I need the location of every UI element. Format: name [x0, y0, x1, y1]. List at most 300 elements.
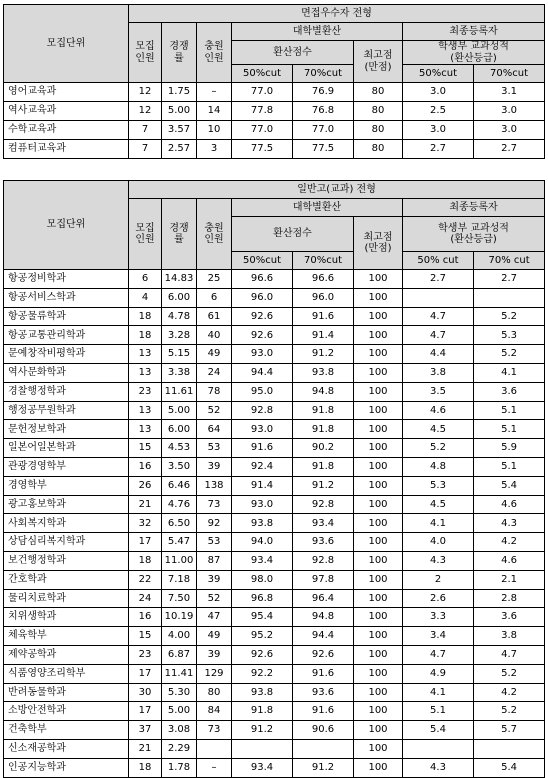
grade-cut70-cell: 5.4: [474, 476, 545, 495]
max-score-cell: 100: [354, 758, 403, 777]
score-cut70-cell: 91.6: [293, 664, 354, 683]
max-score-cell: 100: [354, 664, 403, 683]
score-cut70-cell: 91.6: [293, 307, 354, 326]
extra-cell: 53: [197, 439, 232, 458]
score-cut70-cell: 90.6: [293, 721, 354, 740]
quota-cell: 17: [129, 533, 162, 552]
table-row: [4, 739, 545, 758]
grade-cut70-cell: 3.8: [474, 627, 545, 646]
max-score-cell: 100: [354, 420, 403, 439]
competition-cell: 3.08: [162, 721, 197, 740]
max-score-cell: 100: [354, 495, 403, 514]
dept-name: 역사문화학과: [4, 363, 129, 382]
score-cut50-cell: 92.4: [232, 457, 293, 476]
dept-name: 수학교육과: [4, 121, 129, 140]
header-final-reg: 최종등록자: [403, 23, 545, 41]
extra-cell: 53: [197, 533, 232, 552]
header-quota: 모집인원: [129, 199, 162, 270]
score-cut70-cell: 96.0: [293, 288, 354, 307]
competition-cell: 4.53: [162, 439, 197, 458]
score-cut70-cell: 97.8: [293, 570, 354, 589]
table1-header: [4, 5, 545, 83]
dept-name: 항공물류학과: [4, 307, 129, 326]
grade-cut70-cell: 5.1: [474, 420, 545, 439]
quota-cell: 13: [129, 345, 162, 364]
score-cut50-cell: 96.6: [232, 270, 293, 289]
competition-cell: 2.57: [162, 140, 197, 159]
grade-cut70-cell: [474, 288, 545, 307]
quota-cell: 21: [129, 495, 162, 514]
table-row: [4, 589, 545, 608]
quota-cell: 26: [129, 476, 162, 495]
score-cut50-cell: 92.8: [232, 401, 293, 420]
table-row: [4, 683, 545, 702]
dept-name: 항공정비학과: [4, 270, 129, 289]
header-max-score: 최고점(만점): [354, 41, 403, 83]
quota-cell: 18: [129, 758, 162, 777]
dept-name: 간호학과: [4, 570, 129, 589]
competition-cell: 11.61: [162, 382, 197, 401]
table-row: [4, 382, 545, 401]
grade-cut50-cell: 4.3: [403, 551, 474, 570]
score-cut70-cell: 92.8: [293, 495, 354, 514]
table1-body: [4, 83, 545, 159]
score-cut70-cell: 77.0: [293, 121, 354, 140]
score-cut70-cell: 76.9: [293, 83, 354, 102]
grade-cut70-cell: 5.3: [474, 326, 545, 345]
competition-cell: 3.50: [162, 457, 197, 476]
dept-name: 관광경영학부: [4, 457, 129, 476]
score-cut70-cell: [293, 739, 354, 758]
score-cut70-cell: 91.4: [293, 326, 354, 345]
score-cut50-cell: 96.0: [232, 288, 293, 307]
grade-cut50-cell: 4.6: [403, 401, 474, 420]
interview-admission-table: [3, 4, 545, 159]
extra-cell: 10: [197, 121, 232, 140]
score-cut50-cell: 91.4: [232, 476, 293, 495]
competition-cell: 6.00: [162, 288, 197, 307]
max-score-cell: 100: [354, 401, 403, 420]
max-score-cell: 100: [354, 589, 403, 608]
header-quota: 모집인원: [129, 23, 162, 83]
quota-cell: 15: [129, 627, 162, 646]
header-gcut70: 70%cut: [474, 65, 545, 83]
quota-cell: 37: [129, 721, 162, 740]
quota-cell: 13: [129, 401, 162, 420]
score-cut50-cell: [232, 739, 293, 758]
extra-cell: 129: [197, 664, 232, 683]
table-row: [4, 307, 545, 326]
grade-cut70-cell: [474, 739, 545, 758]
section-title: 면접우수자 전형: [129, 5, 545, 23]
table-row: [4, 140, 545, 159]
max-score-cell: 100: [354, 326, 403, 345]
table-row: [4, 514, 545, 533]
quota-cell: 13: [129, 420, 162, 439]
header-gcut50: 50% cut: [403, 252, 474, 270]
grade-cut50-cell: 3.5: [403, 382, 474, 401]
grade-cut50-cell: 4.1: [403, 514, 474, 533]
competition-cell: 14.83: [162, 270, 197, 289]
score-cut50-cell: 95.0: [232, 382, 293, 401]
header-cut50: 50%cut: [232, 252, 293, 270]
competition-cell: 3.38: [162, 363, 197, 382]
max-score-cell: 80: [354, 121, 403, 140]
max-score-cell: 100: [354, 645, 403, 664]
grade-cut70-cell: 5.9: [474, 439, 545, 458]
table-row: [4, 288, 545, 307]
extra-cell: 49: [197, 345, 232, 364]
dept-name: 행정공무원학과: [4, 401, 129, 420]
dept-name: 반려동물학과: [4, 683, 129, 702]
extra-cell: 49: [197, 627, 232, 646]
header-grade: [403, 41, 545, 65]
max-score-cell: 100: [354, 551, 403, 570]
header-grade-conv: (환산등급): [450, 234, 497, 245]
score-cut50-cell: 92.6: [232, 645, 293, 664]
header-extra: 충원인원: [197, 23, 232, 83]
competition-cell: 4.00: [162, 627, 197, 646]
quota-cell: 7: [129, 140, 162, 159]
competition-cell: 11.41: [162, 664, 197, 683]
extra-cell: 64: [197, 420, 232, 439]
header-competition: 경쟁률: [162, 199, 197, 270]
max-score-cell: 100: [354, 307, 403, 326]
table-row: [4, 495, 545, 514]
score-cut70-cell: 77.5: [293, 140, 354, 159]
max-score-cell: 100: [354, 270, 403, 289]
table-row: [4, 121, 545, 140]
max-score-cell: 100: [354, 288, 403, 307]
grade-cut70-cell: 5.7: [474, 721, 545, 740]
extra-cell: 14: [197, 102, 232, 121]
extra-cell: 52: [197, 401, 232, 420]
table-row: [4, 664, 545, 683]
max-score-cell: 80: [354, 102, 403, 121]
table-row: [4, 533, 545, 552]
score-cut50-cell: 95.2: [232, 627, 293, 646]
table-row: [4, 476, 545, 495]
dept-name: 체육학부: [4, 627, 129, 646]
grade-cut70-cell: 2.7: [474, 270, 545, 289]
extra-cell: 25: [197, 270, 232, 289]
dept-name: 항공교통관리학과: [4, 326, 129, 345]
competition-cell: 7.18: [162, 570, 197, 589]
grade-cut50-cell: 4.1: [403, 683, 474, 702]
header-grade-label: 학생부 교과성적: [438, 222, 509, 234]
quota-cell: 32: [129, 514, 162, 533]
dept-name: 광고홍보학과: [4, 495, 129, 514]
table2-header: [4, 181, 545, 270]
competition-cell: 6.50: [162, 514, 197, 533]
score-cut50-cell: 77.8: [232, 102, 293, 121]
competition-cell: 6.87: [162, 645, 197, 664]
quota-cell: 22: [129, 570, 162, 589]
grade-cut50-cell: 2.7: [403, 140, 474, 159]
score-cut50-cell: 92.2: [232, 664, 293, 683]
score-cut70-cell: 94.4: [293, 627, 354, 646]
table-row: [4, 420, 545, 439]
quota-cell: 24: [129, 589, 162, 608]
general-high-school-admission-table: [3, 180, 545, 778]
grade-cut70-cell: 2.1: [474, 570, 545, 589]
dept-name: 치위생학과: [4, 608, 129, 627]
header-cut70: 70%cut: [293, 252, 354, 270]
header-unit: 모집단위: [4, 5, 129, 83]
table-row: [4, 102, 545, 121]
dept-name: 제약공학과: [4, 645, 129, 664]
extra-cell: 39: [197, 645, 232, 664]
score-cut50-cell: 77.0: [232, 121, 293, 140]
grade-cut70-cell: 3.6: [474, 608, 545, 627]
dept-name: 신소재공학과: [4, 739, 129, 758]
table-row: [4, 551, 545, 570]
score-cut50-cell: 93.4: [232, 551, 293, 570]
score-cut50-cell: 95.4: [232, 608, 293, 627]
quota-cell: 15: [129, 439, 162, 458]
grade-cut50-cell: 4.3: [403, 758, 474, 777]
dept-name: 사회복지학과: [4, 514, 129, 533]
dept-name: 역사교육과: [4, 102, 129, 121]
dept-name: 식품영양조리학부: [4, 664, 129, 683]
grade-cut50-cell: 2.5: [403, 102, 474, 121]
quota-cell: 17: [129, 702, 162, 721]
table-row: [4, 627, 545, 646]
quota-cell: 12: [129, 83, 162, 102]
header-gcut70: 70% cut: [474, 252, 545, 270]
dept-name: 경찰행정학과: [4, 382, 129, 401]
quota-cell: 7: [129, 121, 162, 140]
extra-cell: –: [197, 83, 232, 102]
competition-cell: 2.29: [162, 739, 197, 758]
header-conv-score: 환산점수: [232, 41, 354, 65]
grade-cut70-cell: 3.1: [474, 83, 545, 102]
table-row: [4, 608, 545, 627]
score-cut70-cell: 92.6: [293, 645, 354, 664]
max-score-cell: 100: [354, 721, 403, 740]
table-row: [4, 758, 545, 777]
max-score-cell: 100: [354, 627, 403, 646]
table-row: [4, 83, 545, 102]
max-score-cell: 80: [354, 140, 403, 159]
quota-cell: 23: [129, 645, 162, 664]
competition-cell: 3.28: [162, 326, 197, 345]
table-row: [4, 645, 545, 664]
header-grade-conv: (환산등급): [450, 52, 497, 64]
competition-cell: 10.19: [162, 608, 197, 627]
grade-cut50-cell: 5.2: [403, 439, 474, 458]
extra-cell: 61: [197, 307, 232, 326]
competition-cell: 7.50: [162, 589, 197, 608]
score-cut70-cell: 93.4: [293, 514, 354, 533]
header-univ-conv: 대학별환산: [232, 23, 403, 41]
grade-cut70-cell: 5.1: [474, 401, 545, 420]
grade-cut50-cell: 5.3: [403, 476, 474, 495]
header-gcut50: 50%cut: [403, 65, 474, 83]
score-cut50-cell: 77.0: [232, 83, 293, 102]
extra-cell: 52: [197, 589, 232, 608]
extra-cell: 84: [197, 702, 232, 721]
dept-name: 일본어일본학과: [4, 439, 129, 458]
grade-cut50-cell: 4.5: [403, 420, 474, 439]
score-cut70-cell: 94.8: [293, 382, 354, 401]
max-score-cell: 100: [354, 683, 403, 702]
extra-cell: [197, 739, 232, 758]
grade-cut50-cell: 4.7: [403, 307, 474, 326]
extra-cell: 47: [197, 608, 232, 627]
competition-cell: 3.57: [162, 121, 197, 140]
header-final-reg: 최종등록자: [403, 199, 545, 217]
quota-cell: 30: [129, 683, 162, 702]
competition-cell: 1.78: [162, 758, 197, 777]
grade-cut70-cell: 4.6: [474, 495, 545, 514]
dept-name: 보건행정학과: [4, 551, 129, 570]
score-cut70-cell: 93.8: [293, 363, 354, 382]
max-score-cell: 100: [354, 514, 403, 533]
score-cut50-cell: 91.8: [232, 702, 293, 721]
grade-cut70-cell: 2.7: [474, 140, 545, 159]
dept-name: 문헌정보학과: [4, 420, 129, 439]
extra-cell: 73: [197, 721, 232, 740]
dept-name: 항공서비스학과: [4, 288, 129, 307]
table-row: [4, 326, 545, 345]
max-score-cell: 100: [354, 533, 403, 552]
grade-cut70-cell: 4.1: [474, 363, 545, 382]
grade-cut70-cell: 4.7: [474, 645, 545, 664]
table-row: [4, 702, 545, 721]
score-cut70-cell: 94.8: [293, 608, 354, 627]
header-grade: [403, 217, 545, 252]
extra-cell: 138: [197, 476, 232, 495]
table-row: [4, 401, 545, 420]
grade-cut70-cell: 4.3: [474, 514, 545, 533]
grade-cut50-cell: [403, 739, 474, 758]
score-cut70-cell: 96.4: [293, 589, 354, 608]
score-cut50-cell: 91.2: [232, 721, 293, 740]
score-cut70-cell: 92.8: [293, 551, 354, 570]
extra-cell: 80: [197, 683, 232, 702]
grade-cut50-cell: [403, 288, 474, 307]
grade-cut50-cell: 2.6: [403, 589, 474, 608]
max-score-cell: 100: [354, 363, 403, 382]
score-cut50-cell: 93.0: [232, 345, 293, 364]
table2-body: [4, 270, 545, 778]
grade-cut50-cell: 4.7: [403, 326, 474, 345]
score-cut50-cell: 77.5: [232, 140, 293, 159]
score-cut70-cell: 91.8: [293, 457, 354, 476]
max-score-cell: 100: [354, 608, 403, 627]
extra-cell: 39: [197, 457, 232, 476]
score-cut70-cell: 91.8: [293, 420, 354, 439]
grade-cut50-cell: 3.4: [403, 627, 474, 646]
competition-cell: 5.30: [162, 683, 197, 702]
dept-name: 영어교육과: [4, 83, 129, 102]
grade-cut70-cell: 5.4: [474, 758, 545, 777]
score-cut70-cell: 96.6: [293, 270, 354, 289]
max-score-cell: 100: [354, 476, 403, 495]
grade-cut70-cell: 5.1: [474, 457, 545, 476]
table-row: [4, 457, 545, 476]
grade-cut70-cell: 2.8: [474, 589, 545, 608]
dept-name: 소방안전학과: [4, 702, 129, 721]
grade-cut70-cell: 3.6: [474, 382, 545, 401]
grade-cut50-cell: 5.1: [403, 702, 474, 721]
grade-cut50-cell: 5.4: [403, 721, 474, 740]
extra-cell: 6: [197, 288, 232, 307]
header-univ-conv: 대학별환산: [232, 199, 403, 217]
score-cut50-cell: 92.6: [232, 307, 293, 326]
grade-cut70-cell: 5.2: [474, 664, 545, 683]
section-title: 일반고(교과) 전형: [129, 181, 545, 199]
competition-cell: 5.47: [162, 533, 197, 552]
quota-cell: 21: [129, 739, 162, 758]
header-max-score: 최고점(만점): [354, 217, 403, 270]
quota-cell: 17: [129, 664, 162, 683]
extra-cell: 78: [197, 382, 232, 401]
score-cut50-cell: 91.6: [232, 439, 293, 458]
grade-cut70-cell: 4.2: [474, 683, 545, 702]
grade-cut50-cell: 4.4: [403, 345, 474, 364]
max-score-cell: 100: [354, 345, 403, 364]
extra-cell: 40: [197, 326, 232, 345]
competition-cell: 6.46: [162, 476, 197, 495]
quota-cell: 16: [129, 457, 162, 476]
dept-name: 물리치료학과: [4, 589, 129, 608]
max-score-cell: 100: [354, 570, 403, 589]
competition-cell: 5.00: [162, 702, 197, 721]
grade-cut70-cell: 5.2: [474, 307, 545, 326]
header-conv-score: 환산점수: [232, 217, 354, 252]
competition-cell: 4.76: [162, 495, 197, 514]
extra-cell: 92: [197, 514, 232, 533]
grade-cut50-cell: 3.3: [403, 608, 474, 627]
grade-cut70-cell: 4.2: [474, 533, 545, 552]
score-cut70-cell: 76.8: [293, 102, 354, 121]
quota-cell: 18: [129, 551, 162, 570]
grade-cut50-cell: 3.0: [403, 83, 474, 102]
dept-name: 인공지능학과: [4, 758, 129, 777]
dept-name: 경영학부: [4, 476, 129, 495]
score-cut70-cell: 91.2: [293, 345, 354, 364]
max-score-cell: 80: [354, 83, 403, 102]
competition-cell: 4.78: [162, 307, 197, 326]
grade-cut70-cell: 3.0: [474, 121, 545, 140]
quota-cell: 18: [129, 326, 162, 345]
extra-cell: 3: [197, 140, 232, 159]
competition-cell: 6.00: [162, 420, 197, 439]
grade-cut50-cell: 4.0: [403, 533, 474, 552]
max-score-cell: 100: [354, 702, 403, 721]
grade-cut50-cell: 3.0: [403, 121, 474, 140]
competition-cell: 5.00: [162, 102, 197, 121]
table-row: [4, 721, 545, 740]
header-extra: 충원인원: [197, 199, 232, 270]
grade-cut70-cell: 3.0: [474, 102, 545, 121]
score-cut70-cell: 93.6: [293, 533, 354, 552]
score-cut50-cell: 93.0: [232, 495, 293, 514]
dept-name: 문예창작비평학과: [4, 345, 129, 364]
quota-cell: 13: [129, 363, 162, 382]
grade-cut70-cell: 4.6: [474, 551, 545, 570]
score-cut50-cell: 94.0: [232, 533, 293, 552]
dept-name: 건축학부: [4, 721, 129, 740]
competition-cell: 1.75: [162, 83, 197, 102]
table-row: [4, 439, 545, 458]
dept-name: 컴퓨터교육과: [4, 140, 129, 159]
grade-cut50-cell: 2: [403, 570, 474, 589]
header-competition: 경쟁률: [162, 23, 197, 83]
competition-cell: 11.00: [162, 551, 197, 570]
